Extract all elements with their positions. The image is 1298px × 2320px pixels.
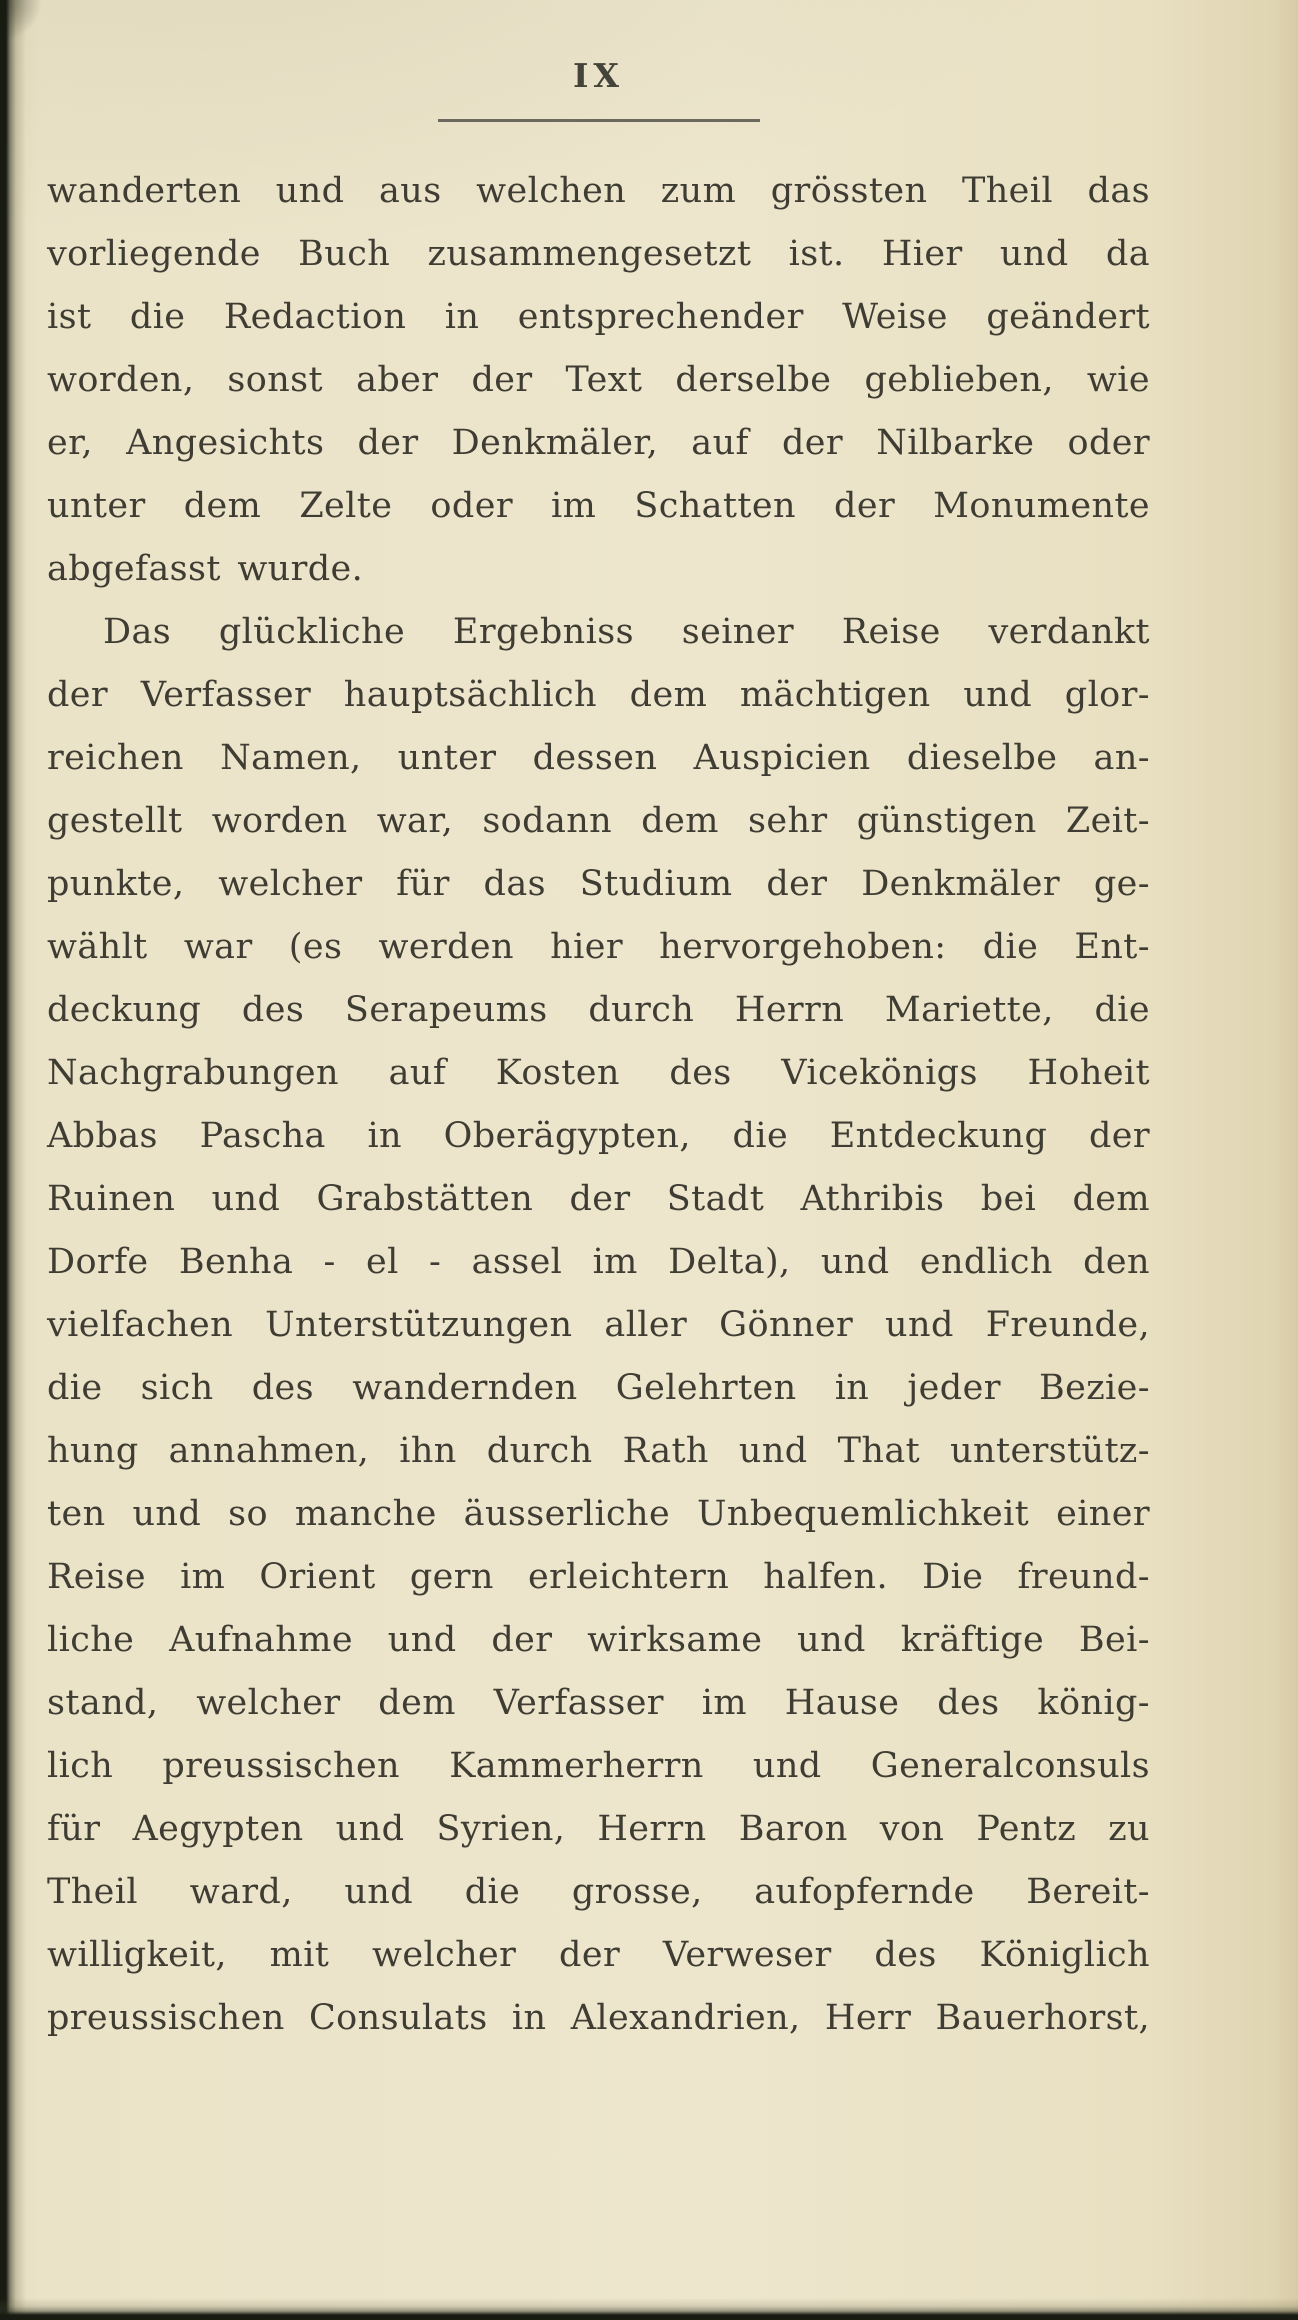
text-line: wanderten und aus welchen zum grössten Theil das	[47, 171, 1150, 211]
text-line: Ruinen und Grabstätten der Stadt Athribis bei dem	[47, 1179, 1150, 1219]
text-line: liche Aufnahme und der wirksame und kräftige Bei-	[47, 1620, 1150, 1660]
text-line: vorliegende Buch zusammengesetzt ist. Hier und da	[47, 234, 1150, 274]
text-line: willigkeit, mit welcher der Verweser des Königlich	[47, 1935, 1150, 1975]
text-line: Reise im Orient gern erleichtern halfen. Die freund-	[47, 1557, 1150, 1597]
text-line: ist die Redaction in entsprechender Weise geändert	[47, 297, 1150, 337]
text-block	[47, 160, 1150, 2050]
text-line: wählt war (es werden hier hervorgehoben: die Ent-	[47, 927, 1150, 967]
text-line: Theil ward, und die grosse, aufopfernde Bereit-	[47, 1872, 1150, 1912]
text-line: stand, welcher dem Verfasser im Hause des könig-	[47, 1683, 1150, 1723]
text-line: reichen Namen, unter dessen Auspicien dieselbe an-	[47, 738, 1150, 778]
text-line: Abbas Pascha in Oberägypten, die Entdeckung der	[47, 1116, 1150, 1156]
text-line: deckung des Serapeums durch Herrn Mariette, die	[47, 990, 1150, 1030]
text-line: preussischen Consulats in Alexandrien, Herr Bauerhorst,	[47, 1998, 1150, 2038]
text-line: ten und so manche äusserliche Unbequemlichkeit einer	[47, 1494, 1150, 1534]
text-line: vielfachen Unterstützungen aller Gönner und Freunde,	[47, 1305, 1150, 1345]
text-line: Das glückliche Ergebniss seiner Reise verdankt	[103, 612, 1150, 652]
text-line: der Verfasser hauptsächlich dem mächtigen und glor-	[47, 675, 1150, 715]
page-number: IX	[572, 56, 625, 95]
page-scan-edge-bottom	[0, 2298, 1298, 2320]
text-line: Dorfe Benha - el - assel im Delta), und endlich den	[47, 1242, 1150, 1282]
text-line: gestellt worden war, sodann dem sehr günstigen Zeit-	[47, 801, 1150, 841]
text-line: hung annahmen, ihn durch Rath und That unterstütz-	[47, 1431, 1150, 1471]
text-line: worden, sonst aber der Text derselbe geblieben, wie	[47, 360, 1150, 400]
text-line: unter dem Zelte oder im Schatten der Monumente	[47, 486, 1150, 526]
text-line: lich preussischen Kammerherrn und Generalconsuls	[47, 1746, 1150, 1786]
text-line: für Aegypten und Syrien, Herrn Baron von Pentz zu	[47, 1809, 1150, 1849]
text-line: Nachgrabungen auf Kosten des Vicekönigs Hoheit	[47, 1053, 1150, 1093]
text-line: er, Angesichts der Denkmäler, auf der Nilbarke oder	[47, 423, 1150, 463]
header-divider	[438, 119, 760, 122]
text-line: die sich des wandernden Gelehrten in jeder Bezie-	[47, 1368, 1150, 1408]
text-line: punkte, welcher für das Studium der Denkmäler ge-	[47, 864, 1150, 904]
text-line: abgefasst wurde.	[47, 549, 364, 589]
page-scan-edge-left	[0, 0, 26, 2320]
page-content	[47, 56, 1150, 2050]
